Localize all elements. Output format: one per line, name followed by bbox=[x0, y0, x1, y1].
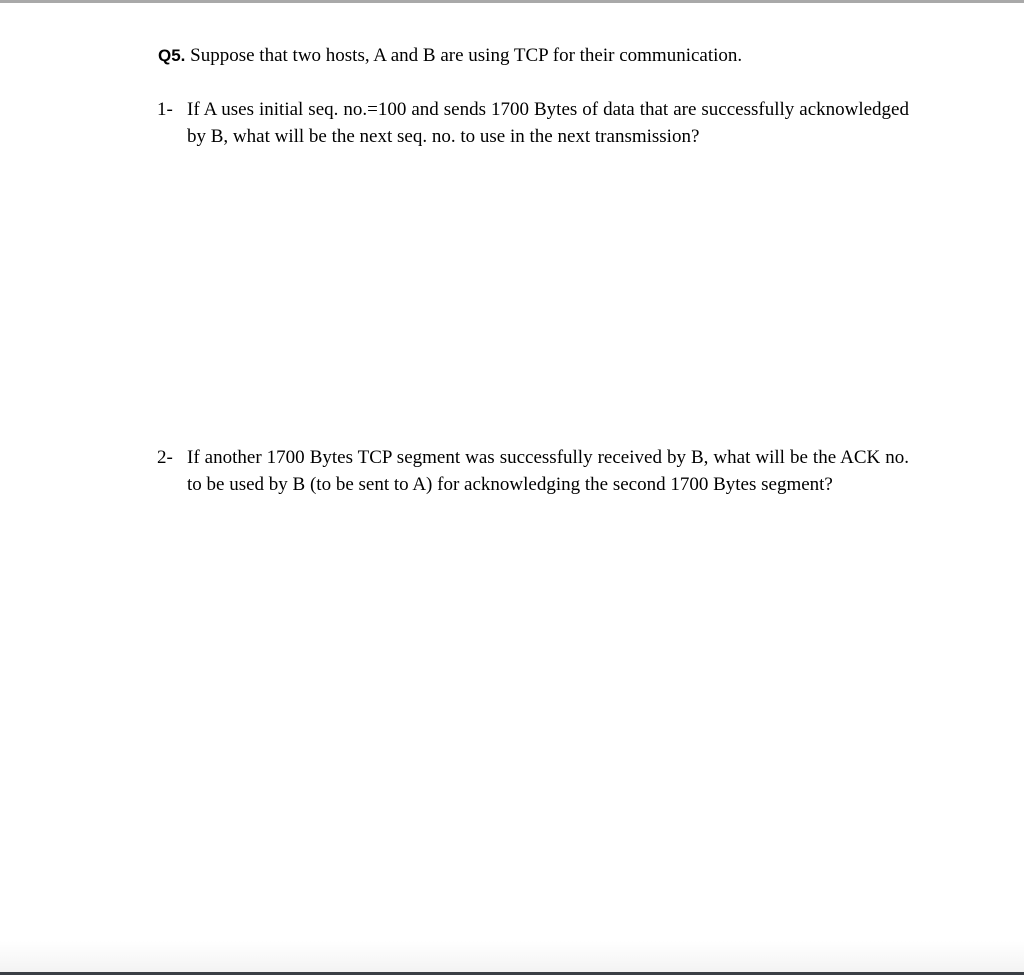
question-label: Q5. bbox=[158, 46, 186, 65]
question-text: Suppose that two hosts, A and B are using TCP for their communication. bbox=[185, 45, 743, 66]
sub-question-2 bbox=[157, 444, 909, 498]
bottom-shade bbox=[0, 941, 1024, 975]
sub-question-number: 1- bbox=[157, 99, 173, 120]
sub-question-text: If A uses initial seq. no.=100 and sends 1700 Bytes of data that are successfully acknowledged by B, what will be the next seq. no. to use in the next transmission? bbox=[187, 99, 909, 147]
sub-question-number: 2- bbox=[157, 447, 173, 468]
sub-question-1 bbox=[157, 96, 909, 150]
question-heading bbox=[158, 44, 742, 68]
sub-question-text: If another 1700 Bytes TCP segment was successfully received by B, what will be the ACK no. to be used by B (to be sent to A) for acknowledging the second 1700 Bytes segment? bbox=[187, 447, 909, 495]
top-border bbox=[0, 0, 1024, 3]
